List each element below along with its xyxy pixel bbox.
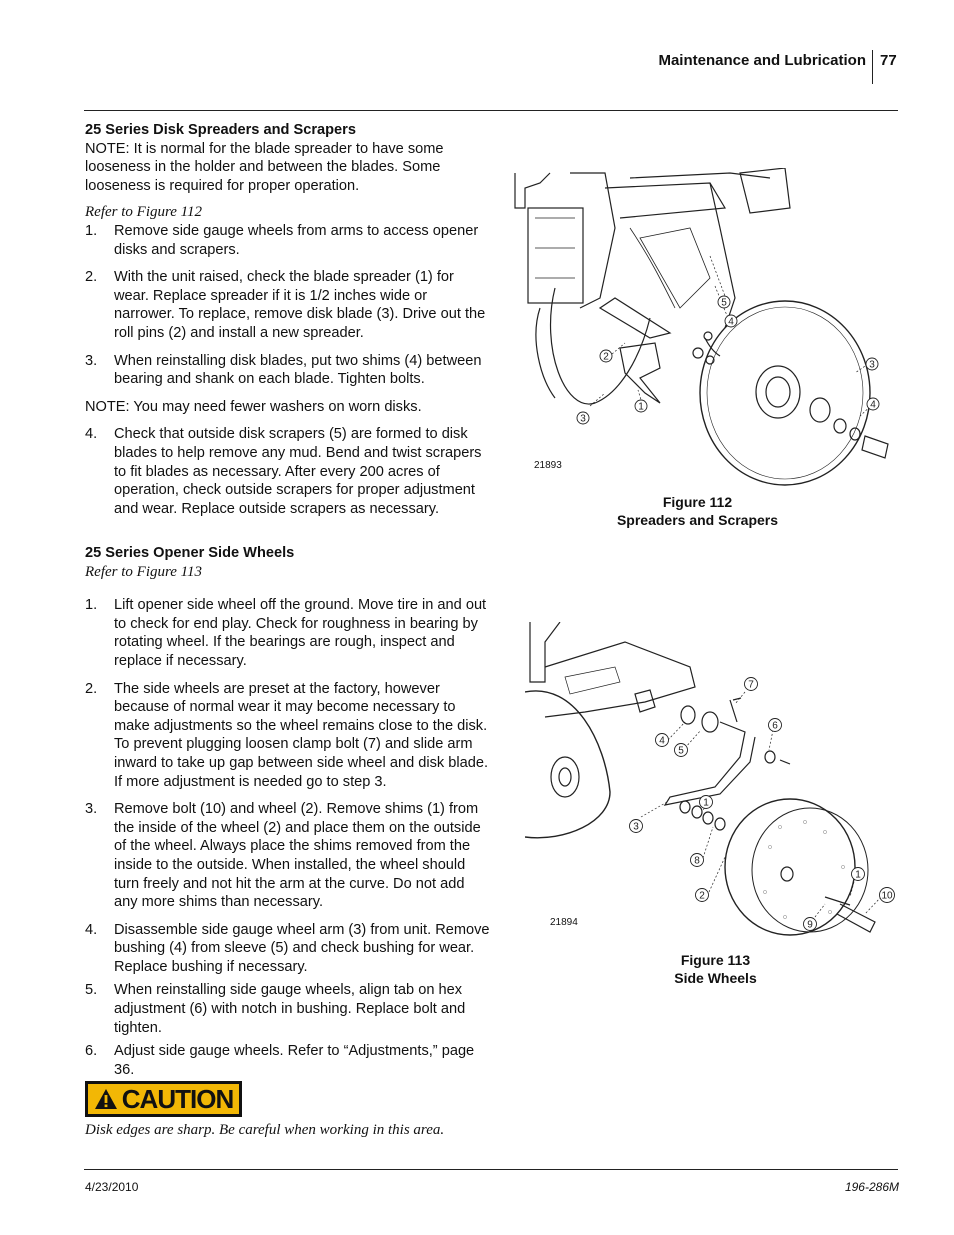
callout-label: 2 bbox=[603, 351, 609, 363]
caution-label bbox=[85, 1081, 242, 1117]
section-side-wheels bbox=[85, 544, 490, 1079]
list-item: 3. When reinstalling disk blades, put two shims (4) between bearing and shank on each blade. Tighten bolts. bbox=[85, 352, 482, 388]
callout-label: 1 bbox=[855, 869, 861, 881]
list-item: 1. Lift opener side wheel off the ground. Move tire in and out to check for end play. Check for roughness in bearing by rotating wheel. If the bearings are rough, inspect and replace if necessary. bbox=[85, 597, 487, 669]
list-item: 1. Remove side gauge wheels from arms to access opener disks and scrapers. bbox=[85, 222, 479, 258]
steps-list bbox=[85, 425, 490, 518]
figure-subtitle: Side Wheels bbox=[674, 969, 757, 986]
figure-number: 21894 bbox=[550, 917, 578, 928]
list-item: 6. Adjust side gauge wheels. Refer to “Adjustments,” page 36. bbox=[85, 1043, 475, 1078]
list-item: 5. When reinstalling side gauge wheels, align tab on hex adjustment (6) with notch in bushing. Replace bolt and tighten. bbox=[85, 982, 466, 1036]
figure-reference: Refer to Figure 112 bbox=[85, 204, 203, 221]
footer-doc-number: 196-286M bbox=[844, 1180, 899, 1194]
list-item: 2. The side wheels are preset at the factory, however because of normal wear it may become necessary to make adjustments so the wheel remains close to the disk. To prevent plugging loosen clamp bolt (7) and slide arm inward to take up gap between side wheel and disk blade. If more adjustment is needed go to step 3. bbox=[85, 680, 489, 790]
steps-list bbox=[85, 596, 490, 1079]
callout-label: 4 bbox=[728, 316, 734, 328]
callout-label: 3 bbox=[869, 359, 875, 371]
callout-label: 10 bbox=[881, 890, 893, 902]
running-header-title: Maintenance and Lubrication bbox=[658, 52, 866, 69]
section-disk-spreaders bbox=[85, 121, 490, 518]
figure-reference: Refer to Figure 113 bbox=[85, 563, 203, 580]
callout-label: 6 bbox=[772, 720, 778, 732]
page-number: 77 bbox=[880, 52, 897, 69]
list-item: 3. Remove bolt (10) and wheel (2). Remove shims (1) from the inside of the wheel (2) and place them on the outside of the wheel. Always place the shims removed from the inside to the outside. When installed, the wheel should turn freely and not hit the arm at the curve. Do not add any more shims than necessary. bbox=[85, 801, 481, 911]
callout-label: 7 bbox=[748, 679, 754, 691]
callout-label: 5 bbox=[678, 745, 684, 757]
caution-text: Disk edges are sharp. Be careful when working in this area. bbox=[85, 1122, 445, 1138]
footer-date: 4/23/2010 bbox=[85, 1180, 139, 1194]
section-heading: 25 Series Opener Side Wheels bbox=[85, 545, 295, 561]
callout-label: 2 bbox=[699, 890, 705, 902]
figure-112-illustration bbox=[510, 168, 905, 488]
callout-label: 1 bbox=[638, 401, 644, 413]
top-rule bbox=[84, 110, 898, 111]
list-item: 4. Check that outside disk scrapers (5) are formed to disk blades to help remove any mud. Bend and twist scrapers to fit blades as necessary. After every 200 acres of operation, check outside scrapers for proper adjustment and wear. Replace outside scrapers as necessary. bbox=[85, 426, 482, 517]
callout-label: 9 bbox=[807, 919, 813, 931]
figure-caption bbox=[603, 952, 828, 987]
callout-label: 4 bbox=[659, 735, 665, 747]
figure-caption bbox=[585, 494, 810, 529]
note-washers: NOTE: You may need fewer washers on worn disks. bbox=[85, 398, 422, 415]
steps-list bbox=[85, 222, 490, 389]
figure-title: Figure 112 bbox=[662, 494, 733, 510]
list-item: 4. Disassemble side gauge wheel arm (3) from unit. Remove bushing (4) from sleeve (5) and check bushing for wear. Replace bushing if necessary. bbox=[85, 921, 490, 975]
caution-word: CAUTION bbox=[121, 1083, 234, 1114]
callout-label: 8 bbox=[694, 855, 700, 867]
section-heading: 25 Series Disk Spreaders and Scrapers bbox=[85, 122, 356, 138]
warning-triangle-icon bbox=[94, 1088, 118, 1110]
callout-label: 4 bbox=[870, 399, 876, 411]
figure-title: Figure 113 bbox=[680, 952, 751, 968]
figure-113-illustration bbox=[525, 622, 905, 942]
header-divider bbox=[872, 50, 873, 84]
callout-label: 3 bbox=[633, 821, 639, 833]
callout-label: 3 bbox=[580, 413, 586, 425]
figure-number: 21893 bbox=[534, 460, 562, 471]
figure-subtitle: Spreaders and Scrapers bbox=[616, 511, 779, 528]
note-looseness: NOTE: It is normal for the blade spreader to have some looseness in the holder and between the blades. Some looseness is required for proper operation. bbox=[85, 140, 444, 194]
list-item: 2. With the unit raised, check the blade spreader (1) for wear. Replace spreader if it is 1/2 inches wide or narrower. To replace, remove disk blade (3). Drive out the roll pins (2) and install a new spreader. bbox=[85, 269, 486, 341]
callout-label: 5 bbox=[721, 297, 727, 309]
callout-label: 1 bbox=[703, 797, 709, 809]
bottom-rule bbox=[84, 1169, 898, 1170]
